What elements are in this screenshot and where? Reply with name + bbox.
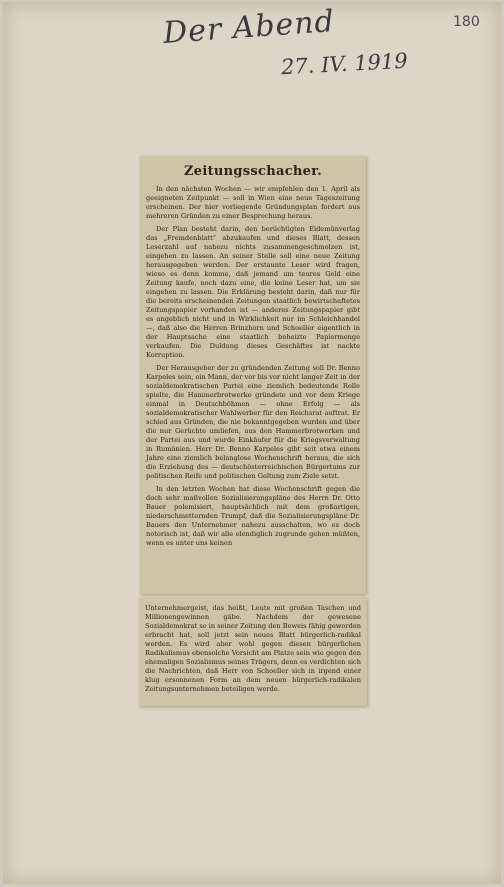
clipping-paragraph: Unternehmergeist, das heißt, Leute mit großen Taschen und Millionengewinnen gäbe. Nachdem der gewesene Sozialdemokrat so in seiner Zeitung den Beweis fähig geworden erbracht hat, soll jetzt sein neues Blatt bürgerlich-radikal werden. Es wird aber wohl gegen diesen bürgerlichen Radikalismus ebensolche Vorsicht am Platze sein wie gegen den ehemaligen Sozialismus seines Trägers, denn es verdichten sich die Nachrichten, daß Herr von Schoeller sich in irgend einer klug ersonnenen Form an dem neuen bürgerlich-radikalen Zeitungsunternehmen beteiligen werde. [145,604,361,693]
clipping-paragraph: In den letzten Wochen hat diese Wochenschrift gegen die doch sehr maßvollen Sozialisierungspläne des Herrn Dr. Otto Bauer polemisiert, hauptsächlich mit dem großartigen, niederschmetternden Trumpf, daß die Sozialisierungspläne Dr. Bauers den Unternehmer nahezu ausschalten, wo es doch notorisch ist, daß wir alle elendiglich zugrunde gehen müßten, wenn es unter uns keinen [146,485,360,547]
clipping-headline: Zeitungsschacher. [183,164,323,179]
clipping-paragraph: Der Plan besteht darin, den berüchtigten Eidemünverlag das „Fremdenblatt“ abzukaufen und dieses Blatt, dessen Leserzahl auf nahezu nichts zusammengeschmolzen ist, eingehen zu lassen. An seiner Stelle soll eine neue Zeitung herausgegeben werden. Der erstaunte Leser wird fragen, wieso es denn komme, daß jemand um teures Geld eine Zeitung kaufe, noch dazu eine, die keine Leser hat, um sie eingehen zu lassen. Die Erklärung besteht darin, daß nur für die bereits erscheinenden Zeitungen staatlich bewirtschaftetes Zeitungspapier vorhanden ist — anderes Zeitungspapier gibt es angeblich nicht und in Wirklichkeit nur im Schleichhandel —, daß also die Herren Brinzhorn und Schoeller eigentlich in der Hauptsache eine staatlich beheizte Papiermenge verkaufen. Die Duldung dieses Geschäftes ist nackte Korruption. [146,225,360,359]
archive-sheet [3,2,501,884]
clipping-paragraph: Der Herausgeber der zu gründenden Zeitung soll Dr. Benno Karpeles sein, ein Mann, der vor bis vor nicht langer Zeit in der sozialdemokratischen Partei eine ziemlich bedeutende Rolle spielte, die Hammerbrotwerke gründete und vor dem Kriege einmal in Deutschböhmen — ohne Erfolg — als sozialdemokratischer Wahlwerber für den Reichsrat auftrat. Er schied aus Gründen, die nie bekanntgegeben wurden und über die nur Gerüchte umliefen, aus den Hammerbrotwerken und der Partei aus und wurde Einkäufer für die Kriegsverwaltung in Rumänien. Herr Dr. Benno Karpeles gibt seit etwa einem Jahre eine ziemlich belanglose Wochenschrift heraus, die sich die Erziehung des — deutschösterreichischen Bürgertums zur politischen Reife und politischen Geltung zum Ziele setzt. [146,364,361,480]
handwritten-newspaper-name: Der Abend [161,4,336,51]
clipping-paragraph: In den nächsten Wochen — wir empfehlen den 1. April als geeigneten Zeitpunkt — soll in Wien eine neue Tageszeitung erscheinen. Der hier vorliegende Gründungsplan fordert aus mehreren Gründen zu einer Besprechung heraus. [146,185,360,220]
page-number: 180 [453,14,480,30]
handwritten-date: 27. IV. 1919 [280,48,409,80]
newspaper-clipping-main [140,156,366,594]
newspaper-clipping-continuation [139,598,367,706]
